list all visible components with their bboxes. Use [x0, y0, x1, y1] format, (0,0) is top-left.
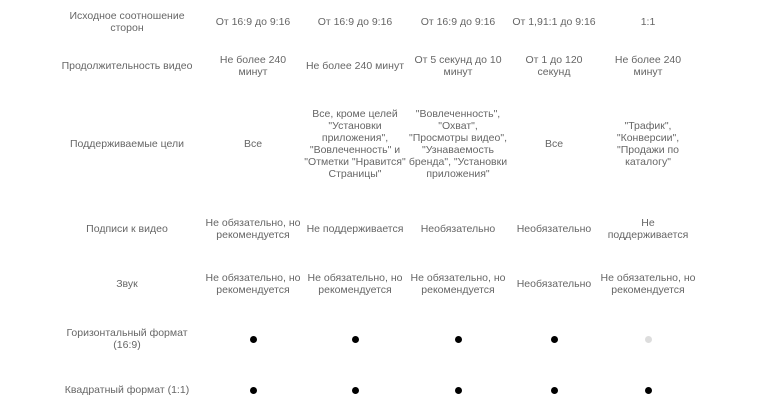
cell-text: Не более 240 минут [614, 54, 682, 78]
filled-dot-icon [455, 387, 462, 394]
cell-square-format-col2 [304, 382, 406, 398]
row-horizontal-format [0, 325, 767, 353]
cell-text: Необязательно [516, 278, 592, 290]
cell-text: Не обязательно, но рекомендуется [307, 272, 403, 296]
cell-text: От 16:9 до 9:16 [420, 16, 496, 28]
filled-dot-icon [455, 336, 462, 343]
row-video-captions [0, 209, 767, 249]
cell-video-captions-col1 [204, 209, 302, 249]
cell-square-format-col5 [600, 382, 696, 398]
row-label-video-captions [52, 209, 202, 249]
row-label-text: Исходное соотношение сторон [69, 10, 185, 34]
row-label-text: Горизонтальный формат (16:9) [66, 327, 188, 351]
cell-aspect-ratio-col3 [408, 8, 508, 36]
cell-text: Не обязательно, но рекомендуется [600, 272, 696, 296]
filled-dot-icon [551, 336, 558, 343]
cell-video-duration-col1 [204, 52, 302, 80]
cell-text: От 16:9 до 9:16 [215, 16, 291, 28]
row-supported-objectives [0, 94, 767, 194]
cell-text: Необязательно [420, 223, 496, 235]
faded-dot-icon [645, 336, 652, 343]
cell-supported-objectives-col1 [204, 94, 302, 194]
cell-video-duration-col5 [600, 52, 696, 80]
filled-dot-icon [352, 387, 359, 394]
row-label-text: Подписи к видео [86, 223, 168, 235]
row-label-square-format [52, 382, 202, 398]
cell-supported-objectives-col3 [408, 94, 508, 194]
row-label-supported-objectives [52, 94, 202, 194]
cell-horizontal-format-col4 [508, 325, 600, 353]
row-aspect-ratio [0, 8, 767, 36]
cell-supported-objectives-col5 [600, 94, 696, 194]
filled-dot-icon [250, 387, 257, 394]
cell-supported-objectives-col2 [304, 94, 406, 194]
filled-dot-icon [551, 387, 558, 394]
cell-square-format-col3 [408, 382, 508, 398]
cell-video-duration-col4 [508, 52, 600, 80]
cell-text: Не более 240 минут [305, 60, 405, 72]
cell-text: Все [544, 138, 564, 150]
cell-video-duration-col3 [408, 52, 508, 80]
cell-text: От 1,91:1 до 9:16 [512, 16, 596, 28]
cell-video-captions-col4 [508, 209, 600, 249]
cell-video-captions-col2 [304, 209, 406, 249]
row-label-text: Звук [116, 278, 138, 290]
cell-sound-col5 [600, 264, 696, 304]
cell-supported-objectives-col4 [508, 94, 600, 194]
filled-dot-icon [250, 336, 257, 343]
row-label-horizontal-format [52, 325, 202, 353]
filled-dot-icon [352, 336, 359, 343]
row-label-aspect-ratio [52, 8, 202, 36]
cell-aspect-ratio-col5 [600, 8, 696, 36]
filled-dot-icon [645, 387, 652, 394]
cell-sound-col4 [508, 264, 600, 304]
cell-text: Все, кроме целей "Установки приложения", "Вовлеченность" и "Отметки "Нравится" Страницы" [304, 108, 406, 180]
cell-text: От 16:9 до 9:16 [317, 16, 393, 28]
row-label-video-duration [52, 52, 202, 80]
cell-text: 1:1 [640, 16, 656, 28]
cell-video-captions-col3 [408, 209, 508, 249]
cell-horizontal-format-col3 [408, 325, 508, 353]
cell-square-format-col1 [204, 382, 302, 398]
cell-sound-col1 [204, 264, 302, 304]
cell-aspect-ratio-col2 [304, 8, 406, 36]
cell-horizontal-format-col2 [304, 325, 406, 353]
cell-video-captions-col5 [600, 209, 696, 249]
cell-text: Не обязательно, но рекомендуется [410, 272, 506, 296]
row-label-sound [52, 264, 202, 304]
cell-text: "Трафик", "Конверсии", "Продажи по каталогу" [616, 120, 680, 168]
cell-square-format-col4 [508, 382, 600, 398]
cell-text: Не обязательно, но рекомендуется [205, 272, 301, 296]
row-sound [0, 264, 767, 304]
cell-video-duration-col2 [304, 52, 406, 80]
cell-text: Необязательно [516, 223, 592, 235]
cell-sound-col2 [304, 264, 406, 304]
cell-aspect-ratio-col1 [204, 8, 302, 36]
cell-text: Не обязательно, но рекомендуется [205, 217, 301, 241]
cell-text: От 1 до 120 секунд [525, 54, 583, 78]
row-label-text: Продолжительность видео [61, 60, 193, 72]
cell-text: Не поддерживается [607, 217, 689, 241]
row-video-duration [0, 52, 767, 80]
cell-horizontal-format-col5 [600, 325, 696, 353]
cell-aspect-ratio-col4 [508, 8, 600, 36]
cell-horizontal-format-col1 [204, 325, 302, 353]
cell-text: От 5 секунд до 10 минут [414, 54, 502, 78]
row-label-text: Поддерживаемые цели [69, 138, 185, 150]
row-square-format [0, 382, 767, 398]
cell-text: Не более 240 минут [219, 54, 287, 78]
cell-sound-col3 [408, 264, 508, 304]
cell-text: "Вовлеченность", "Охват", "Просмотры видео", "Узнаваемость бренда", "Установки приложения" [408, 108, 508, 180]
row-label-text: Квадратный формат (1:1) [64, 384, 190, 396]
cell-text: Не поддерживается [306, 223, 404, 235]
cell-text: Все [243, 138, 263, 150]
